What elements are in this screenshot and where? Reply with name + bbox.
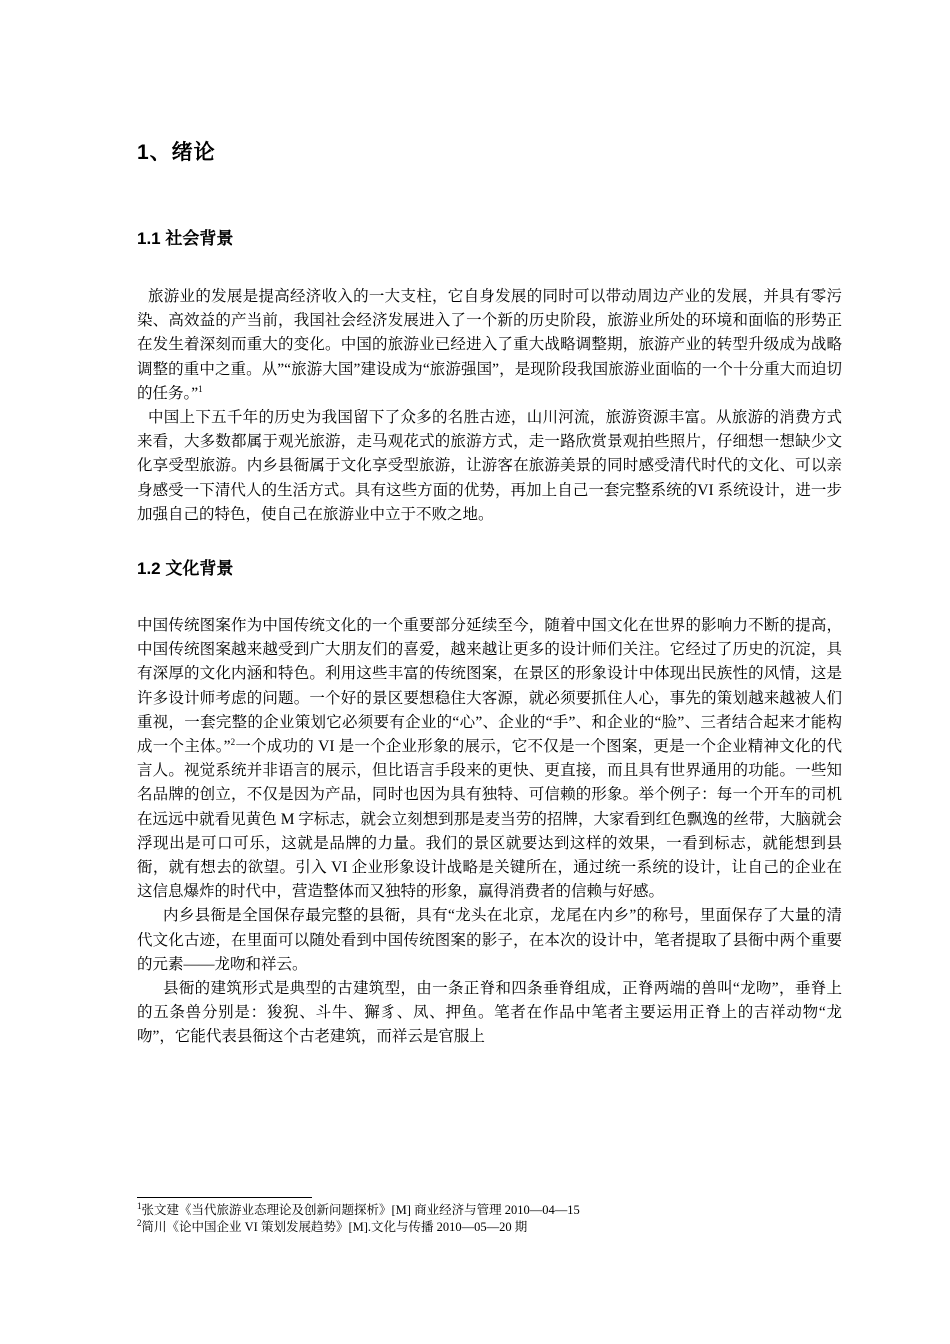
paragraph: 县衙的建筑形式是典型的古建筑型，由一条正脊和四条垂脊组成，正脊两端的兽叫“龙吻”，垂脊上的五条兽分别是：狻猊、斗牛、獬豸、凤、押鱼。笔者在作品中笔者主要运用正脊上的吉祥动物“龙吻”，它能代表县衙这个古老建筑，而祥云是官服上 [137, 980, 842, 1046]
footnote-ref: 2 [230, 736, 236, 747]
section-cultural-background-body [137, 614, 842, 1050]
paragraph-text: 旅游业的发展是提高经济收入的一大支柱，它自身发展的同时可以带动周边产业的发展，并具有零污染、高效益的产当前，我国社会经济发展进入了一个新的历史阶段，旅游业所处的环境和面临的形势正在发生着深刻而重大的变化。中国的旅游业已经进入了重大战略调整期，旅游产业的转型升级成为战略调整的重中之重。从”“旅游大国”建设成为“旅游强国”，是现阶段我国旅游业面临的一个十分重大而迫切的任务。” [137, 288, 842, 402]
footnote-separator [137, 1197, 312, 1198]
section-social-background-body [137, 285, 842, 527]
footnotes [137, 1202, 580, 1236]
chapter-heading: 1、绪论 [137, 141, 216, 164]
footnote-number: 2 [137, 1217, 142, 1228]
paragraph [137, 614, 842, 904]
paragraph: 中国上下五千年的历史为我国留下了众多的名胜古迹，山川河流，旅游资源丰富。从旅游的消费方式来看，大多数都属于观光旅游，走马观花式的旅游方式，走一路欣赏景观拍些照片，仔细想一想缺少文化享受型旅游。内乡县衙属于文化享受型旅游，让游客在旅游美景的同时感受清代时代的文化、可以亲身感受一下清代人的生活方式。具有这些方面的优势，再加上自己一套完整系统的VI 系统设计，进一步加强自己的特色，使自己在旅游业中立于不败之地。 [137, 409, 842, 523]
section-heading-cultural-background: 1.2 文化背景 [137, 559, 234, 578]
paragraph [137, 285, 842, 406]
section-heading-social-background: 1.1 社会背景 [137, 229, 234, 248]
paragraph: 内乡县衙是全国保存最完整的县衙，具有“龙头在北京，龙尾在内乡”的称号，里面保存了大量的清代文化古迹，在里面可以随处看到中国传统图案的影子，在本次的设计中，笔者提取了县衙中两个重要的元素——龙吻和祥云。 [137, 907, 842, 973]
footnote-text: 简川《论中国企业 VI 策划发展趋势》[M].文化与传播 2010—05—20 期 [141, 1220, 528, 1234]
footnote-number: 1 [137, 1200, 142, 1211]
footnote [137, 1202, 580, 1219]
footnote [137, 1219, 580, 1236]
footnote-ref: 1 [198, 383, 203, 394]
footnote-text: 张文建《当代旅游业态理论及创新问题探析》[M] 商业经济与管理 2010—04—15 [141, 1203, 580, 1217]
paragraph-text: 中国传统图案作为中国传统文化的一个重要部分延续至今，随着中国文化在世界的影响力不断的提高，中国传统图案越来越受到广大朋友们的喜爱，越来越让更多的设计师们关注。它经过了历史的沉淀，具有深厚的文化内涵和特色。利用这些丰富的传统图案，在景区的形象设计中体现出民族性的风情，这是许多设计师考虑的问题。一个好的景区要想稳住大客源，就必须要抓住人心，事先的策划越来越被人们重视，一套完整的企业策划它必须要有企业的“心”、企业的“手”、和企业的“脸”、三者结合起来才能构成一个主体。” [137, 617, 842, 756]
paragraph-text: 一个成功的 VI 是一个企业形象的展示，它不仅是一个图案，更是一个企业精神文化的代言人。视觉系统并非语言的展示，但比语言手段来的更快、更直接，而且具有世界通用的功能。一些知名品牌的创立，不仅是因为产品，同时也因为具有独特、可信赖的形象。举个例子：每一个开车的司机在远远中就看见黄色 M 字标志，就会立刻想到那是麦当劳的招牌，大家看到红色飘逸的丝带，大脑就会浮现出是可口可乐，这就是品牌的力量。我们的景区就要达到这样的效果，一看到标志，就能想到县衙，就有想去的欲望。引入 VI 企业形象设计战略是关键所在，通过统一系统的设计，让自己的企业在这信息爆炸的时代中，营造整体而又独特的形象，赢得消费者的信赖与好感。 [137, 738, 843, 901]
